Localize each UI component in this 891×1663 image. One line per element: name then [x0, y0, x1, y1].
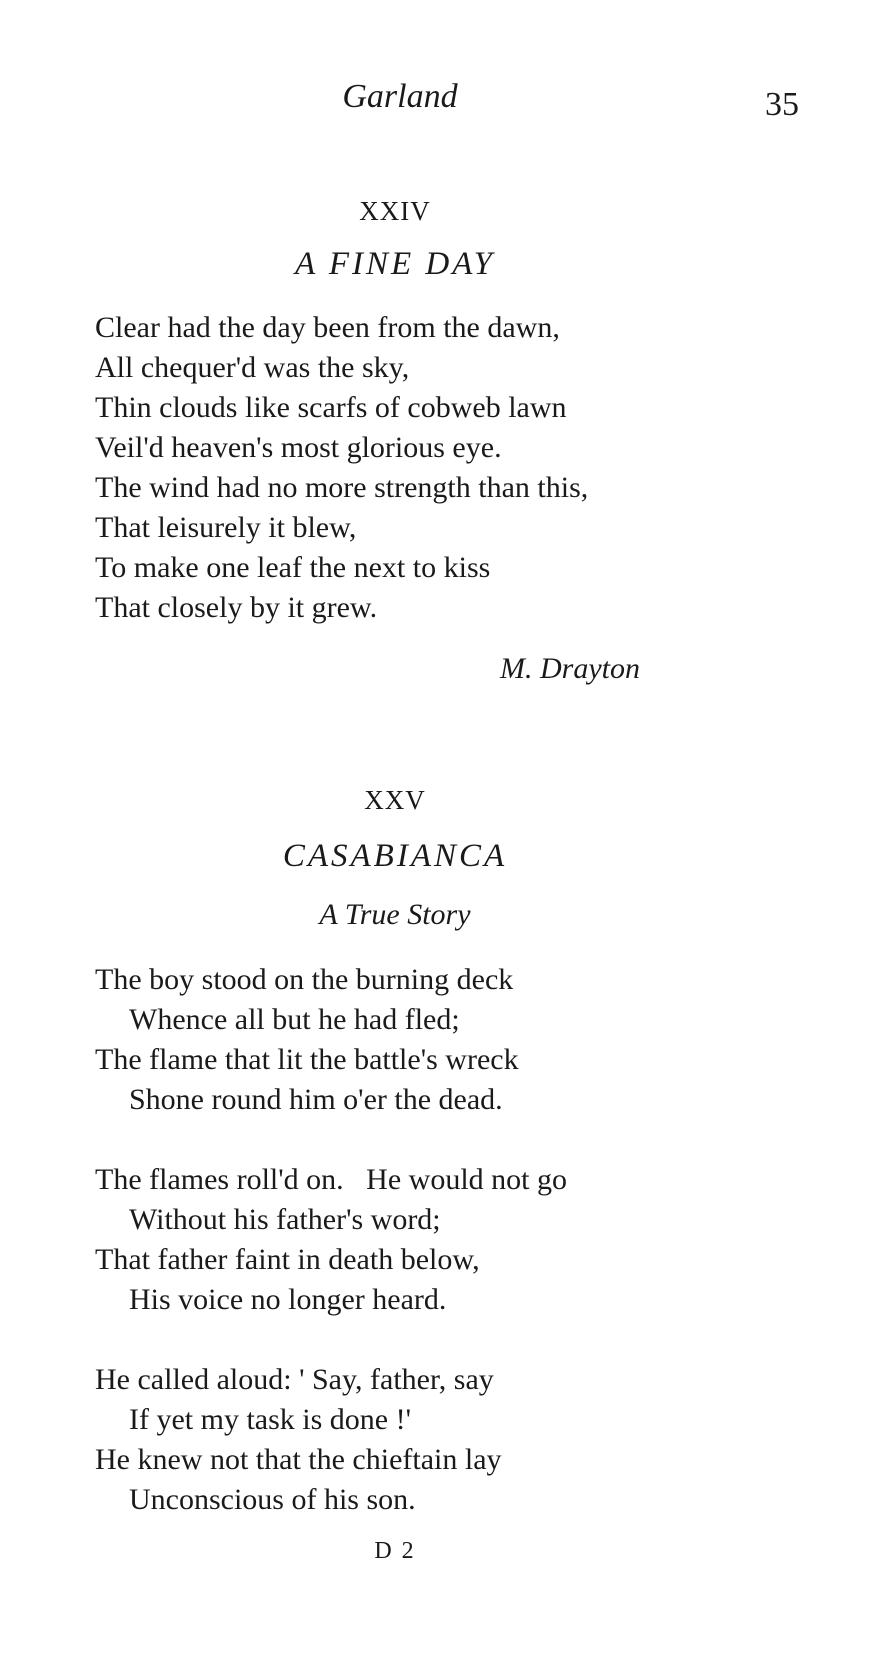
running-title: Garland: [342, 78, 458, 115]
poem-title: A FINE DAY: [295, 246, 495, 282]
poem-stanza: [95, 1360, 502, 1520]
poem-title: CASABIANCA: [282, 838, 508, 874]
verse-line: That closely by it grew.: [95, 591, 378, 624]
verse-line: If yet my task is done !': [129, 1403, 412, 1436]
verse-line: The boy stood on the burning deck: [95, 963, 514, 996]
poem-subtitle: A True Story: [319, 898, 471, 931]
verse-line: Clear had the day been from the dawn,: [95, 311, 560, 344]
poem-stanza: [95, 1160, 567, 1320]
verse-line: The flame that lit the battle's wreck: [95, 1043, 519, 1076]
printer-signature: D 2: [374, 1538, 416, 1564]
verse-line: That leisurely it blew,: [95, 511, 357, 544]
verse-line: The flames roll'd on. He would not go: [95, 1163, 567, 1196]
poem-numeral: XXV: [364, 785, 426, 815]
verse-line: The wind had no more strength than this,: [95, 471, 589, 504]
verse-line: He knew not that the chieftain lay: [95, 1443, 502, 1476]
poem-author: M. Drayton: [500, 652, 640, 685]
verse-line: His voice no longer heard.: [129, 1283, 447, 1316]
page-number: 35: [765, 86, 799, 123]
verse-line: All chequer'd was the sky,: [95, 351, 410, 384]
verse-line: To make one leaf the next to kiss: [95, 551, 491, 584]
poem-numeral: XXIV: [359, 196, 431, 226]
verse-line: Whence all but he had fled;: [129, 1003, 460, 1036]
poem-stanza: [95, 308, 588, 628]
verse-line: Shone round him o'er the dead.: [129, 1083, 503, 1116]
poem-stanza: [95, 960, 519, 1120]
verse-line: That father faint in death below,: [95, 1243, 480, 1276]
verse-line: Unconscious of his son.: [129, 1483, 416, 1516]
verse-line: Veil'd heaven's most glorious eye.: [95, 431, 502, 464]
verse-line: Thin clouds like scarfs of cobweb lawn: [95, 391, 567, 424]
verse-line: He called aloud: ' Say, father, say: [95, 1363, 494, 1396]
verse-line: Without his father's word;: [129, 1203, 441, 1236]
